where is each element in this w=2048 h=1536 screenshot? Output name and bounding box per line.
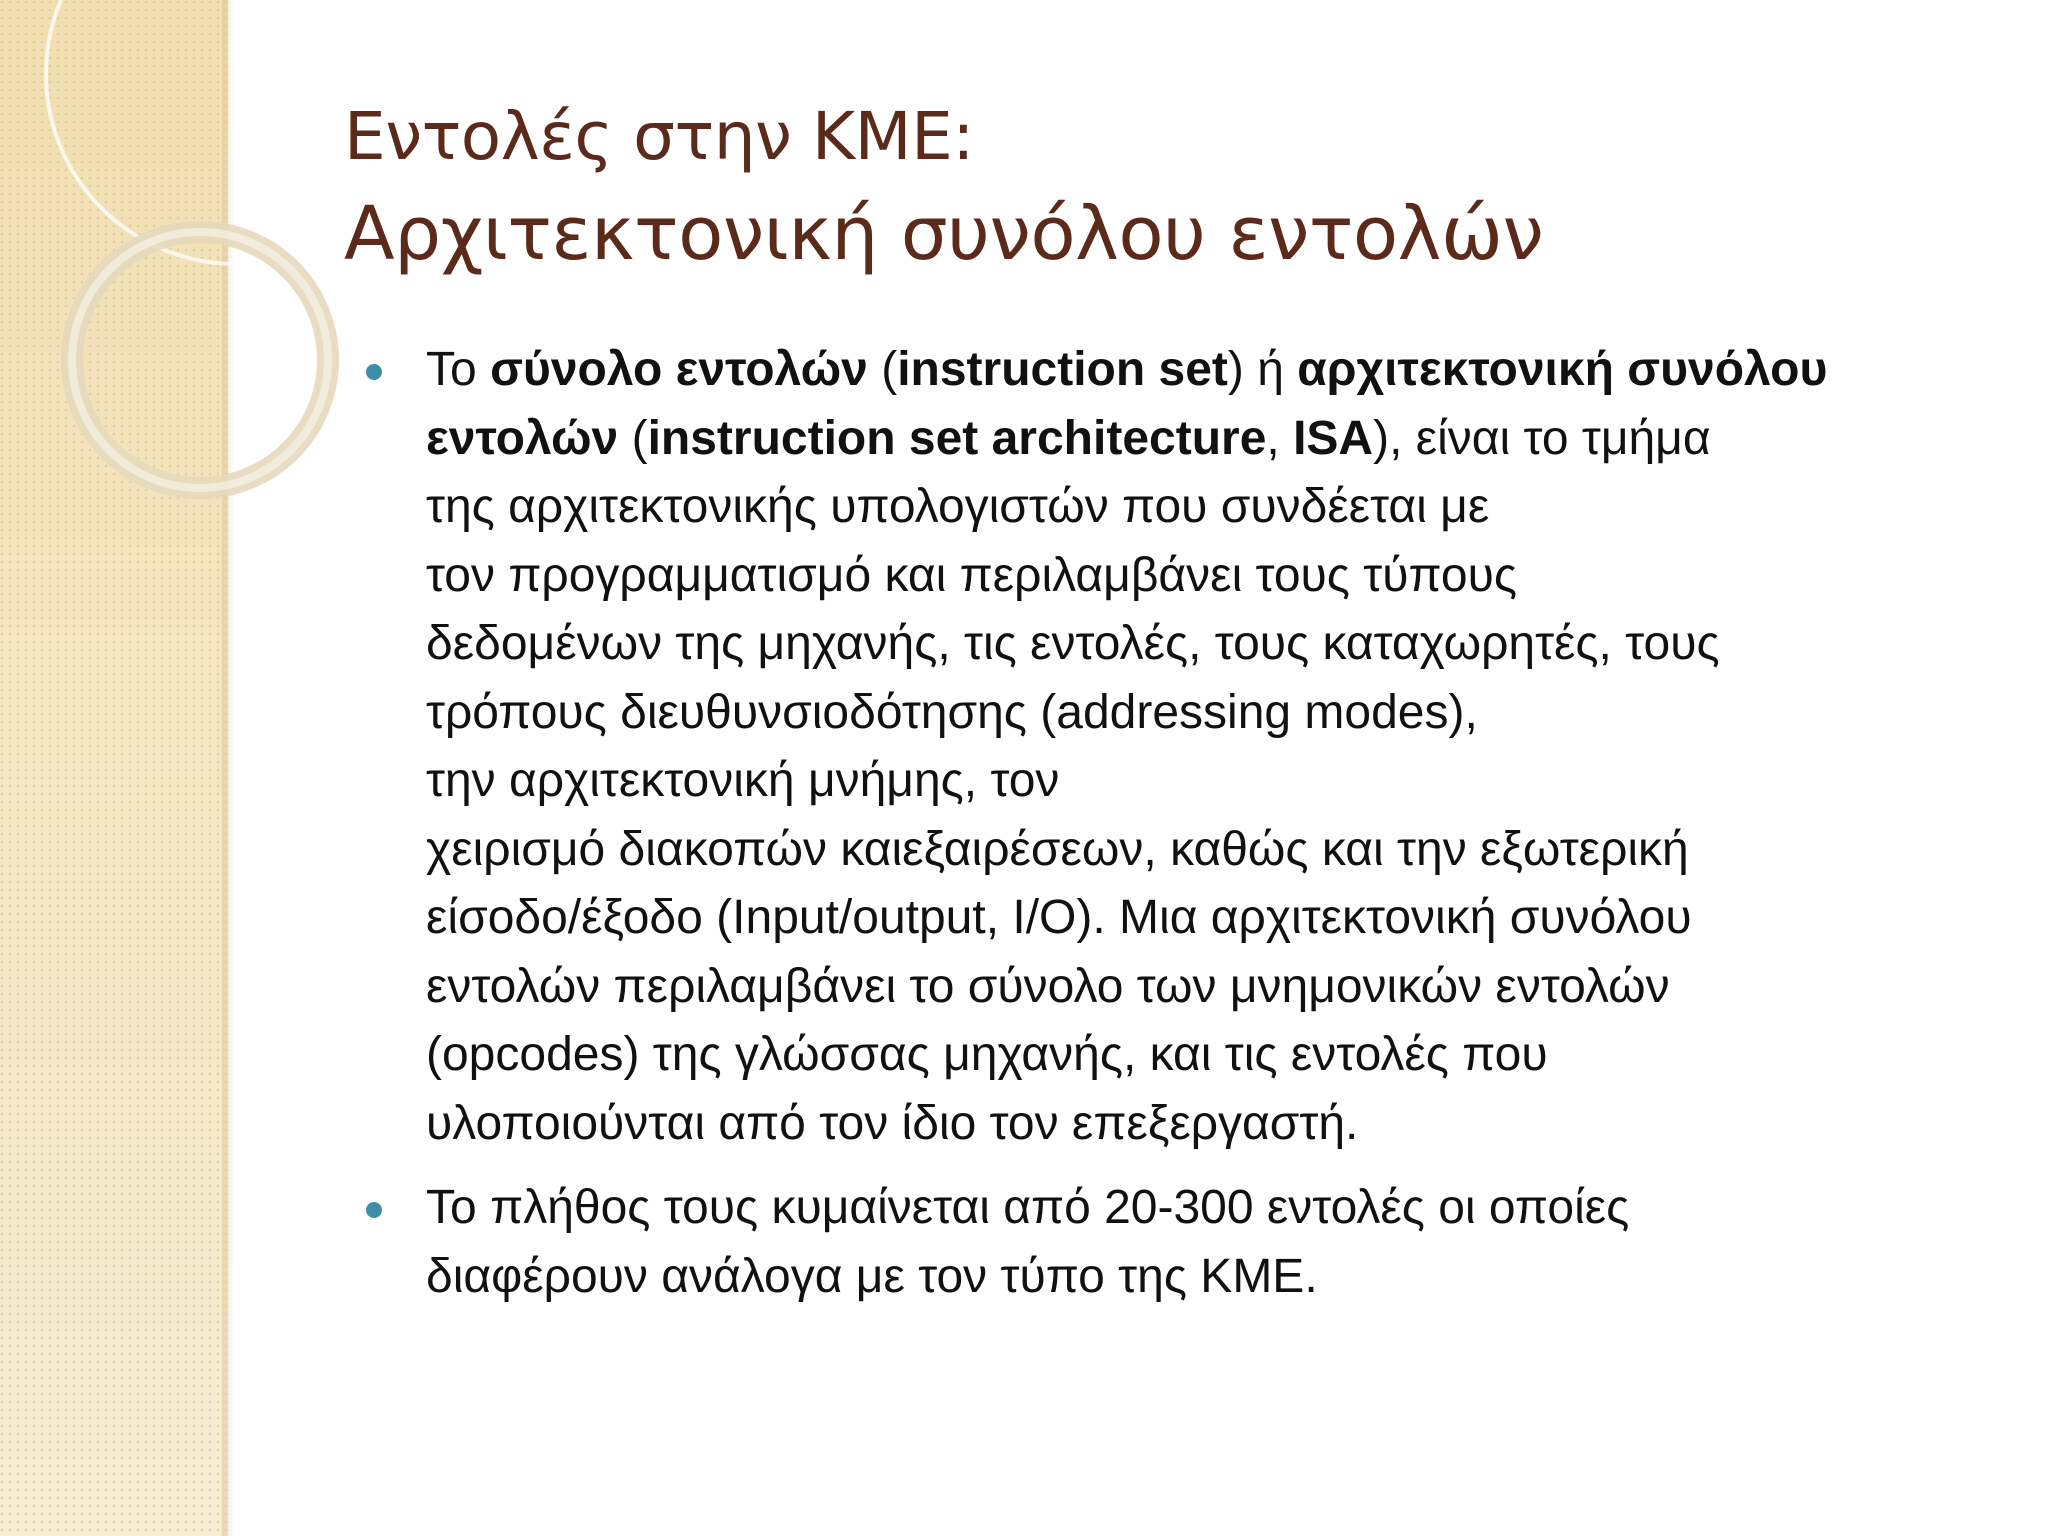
text-fragment: ( <box>867 343 898 396</box>
bullet-list <box>358 336 1978 1311</box>
bold-term: σύνολο εντολών <box>490 343 868 396</box>
bullet-1-line-5: δεδομένων της μηχανής, τις εντολές, τους καταχωρητές, τους <box>426 617 1720 670</box>
title-line-1: Εντολές στην ΚΜΕ: <box>344 98 975 175</box>
bullet-1-line-2 <box>426 405 1978 474</box>
decorative-rings-icon <box>0 0 380 560</box>
bold-term: αρχιτεκτονική συνόλου <box>1297 343 1828 396</box>
slide-title <box>344 92 1984 286</box>
bullet-item-1 <box>358 336 1978 1158</box>
bold-term: εντολών <box>426 411 619 465</box>
bullet-1-line-1 <box>426 336 1978 405</box>
bullet-1-line-11: (opcodes) της γλώσσας μηχανής, και τις εντολές που <box>426 1028 1548 1081</box>
bullet-1-line-6: τρόπους διευθυνσιοδότησης (addressing modes), <box>426 685 1478 739</box>
bullet-2-line-1: Το πλήθος τους κυμαίνεται από 20-300 εντολές οι οποίες <box>426 1181 1630 1234</box>
text-fragment: Το <box>426 343 491 396</box>
text-fragment: ) ή <box>1227 343 1298 396</box>
bullet-1-line-12: υλοποιούνται από τον ίδιο τον επεξεργαστή. <box>426 1096 1359 1150</box>
bullet-1-line-9: είσοδο/έξοδο (Input/output, I/O). Μια αρχιτεκτονική συνόλου <box>426 891 1692 944</box>
bold-term: instruction set architecture <box>647 411 1267 465</box>
text-fragment: ( <box>618 411 648 465</box>
bullet-2-line-2: διαφέρουν ανάλογα με τον τύπο της ΚΜΕ. <box>426 1249 1318 1303</box>
text-fragment: , <box>1266 411 1294 465</box>
bold-term: ISA <box>1293 411 1374 465</box>
title-line-2: Αρχιτεκτονική συνόλου εντολών <box>344 191 1544 277</box>
bullet-1-line-8: χειρισμό διακοπών καιεξαιρέσεων, καθώς και την εξωτερική <box>426 822 1689 876</box>
bullet-dot-icon <box>366 364 382 380</box>
bullet-dot-icon <box>366 1202 382 1218</box>
bullet-1-line-7: την αρχιτεκτονική μνήμης, τον <box>426 754 1060 807</box>
bullet-1-line-3: της αρχιτεκτονικής υπολογιστών που συνδέεται με <box>426 480 1490 533</box>
text-fragment: ), είναι το τμήμα <box>1373 411 1711 465</box>
bullet-1-line-4: τον προγραμματισμό και περιλαμβάνει τους τύπους <box>426 548 1517 602</box>
bullet-item-2 <box>358 1174 1978 1311</box>
slide-body <box>358 336 1978 1327</box>
bold-term: instruction set <box>897 343 1228 396</box>
bullet-1-line-10: εντολών περιλαμβάνει το σύνολο των μνημονικών εντολών <box>426 959 1670 1013</box>
